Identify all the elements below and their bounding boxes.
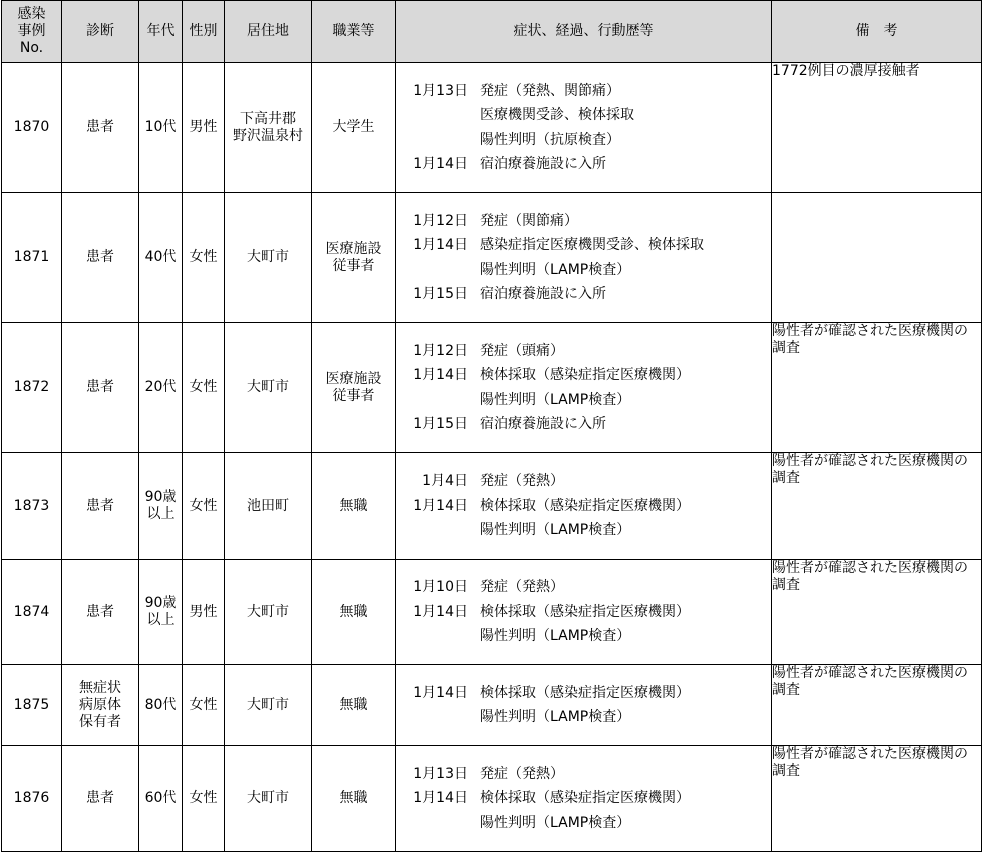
case-number: 1876 [2,746,62,852]
occupation-cell-line: 無職 [339,790,368,806]
occupation-cell [312,323,396,453]
course-entry [396,494,771,543]
age-cell-line: 80代 [144,696,177,713]
event-descriptions [480,469,564,494]
event-date: 1月14日 [413,237,468,253]
course-cell [396,453,772,560]
header-age: 年代 [139,1,183,63]
diagnosis-cell [62,63,139,193]
diagnosis-cell-line: 患者 [86,603,114,620]
header-course: 症状、経過、行動歴等 [396,1,772,63]
sex-cell: 女性 [183,323,225,453]
case-number: 1874 [2,560,62,665]
diagnosis-cell [62,665,139,746]
course-entry [396,575,771,600]
diagnosis-cell-line: 患者 [86,249,114,265]
residence-cell-line: 池田町 [247,497,289,514]
header-residence: 居住地 [225,1,312,63]
course-entry [396,469,771,494]
table-row [2,453,982,560]
header-case-no-line1: 感染 [17,6,46,22]
residence-cell [225,453,312,560]
event-descriptions [480,762,564,787]
event-descriptions [480,363,690,412]
event-description: 発症（頭痛） [480,342,564,359]
event-date: 1月4日 [422,473,468,490]
event-description: 感染症指定医療機関受診、検体採取 [480,237,704,253]
case-number: 1875 [2,665,62,746]
case-table [1,0,982,852]
header-case-no-line3: No. [19,40,44,56]
remarks-cell: 1772例目の濃厚接触者 [772,63,982,193]
event-description: 発症（発熱） [480,765,564,782]
table-row [2,63,982,193]
diagnosis-cell [62,746,139,852]
age-cell-line: 40代 [144,249,177,265]
residence-cell-line: 大町市 [247,790,289,806]
event-description: 宿泊療養施設に入所 [480,416,606,432]
sex-cell: 女性 [183,193,225,323]
diagnosis-cell-line: 患者 [86,119,114,135]
occupation-cell-line: 無職 [339,497,368,514]
event-date: 1月15日 [413,286,468,302]
table-row [2,746,982,852]
sex-cell: 女性 [183,746,225,852]
age-cell-line: 20代 [144,379,177,395]
event-description: 陽性判明（LAMP検査） [480,628,631,645]
event-description: 発症（発熱） [480,579,564,596]
residence-cell [225,63,312,193]
header-remarks: 備 考 [772,1,982,63]
event-date: 1月14日 [413,497,468,514]
event-description: 検体採取（感染症指定医療機関） [480,603,690,620]
table-row [2,665,982,746]
diagnosis-cell-line: 患者 [86,790,114,806]
age-cell [139,63,183,193]
event-date: 1月12日 [413,212,468,229]
remarks-cell: 陽性者が確認された医療機関の調査 [772,560,982,665]
course-cell [396,193,772,323]
occupation-cell-line: 無職 [339,603,368,620]
event-date: 1月14日 [413,603,468,620]
event-description: 宿泊療養施設に入所 [480,286,606,302]
residence-cell [225,560,312,665]
diagnosis-cell-line: 患者 [86,379,114,395]
course-entry [396,233,771,282]
remarks-cell: 陽性者が確認された医療機関の調査 [772,746,982,852]
age-cell [139,453,183,560]
occupation-cell [312,63,396,193]
event-descriptions [480,681,690,730]
age-cell-line: 90歳 [144,489,177,505]
course-cell [396,63,772,193]
sex-cell: 男性 [183,63,225,193]
course-entry [396,786,771,835]
table-row [2,560,982,665]
event-date: 1月13日 [413,765,468,782]
header-occupation: 職業等 [312,1,396,63]
course-entry [396,339,771,364]
event-descriptions [480,494,690,543]
remarks-cell: 陽性者が確認された医療機関の調査 [772,323,982,453]
age-cell [139,323,183,453]
occupation-cell-line: 医療施設 [325,240,382,257]
event-descriptions [480,575,564,600]
event-description: 宿泊療養施設に入所 [480,156,606,172]
header-sex: 性別 [183,1,225,63]
event-description: 検体採取（感染症指定医療機関） [480,497,690,514]
event-description: 検体採取（感染症指定医療機関） [480,790,690,807]
event-description: 陽性判明（LAMP検査） [480,391,631,408]
age-cell [139,560,183,665]
residence-cell-line: 野沢温泉村 [233,127,303,144]
event-descriptions [480,600,690,649]
event-descriptions [480,233,704,282]
case-number: 1871 [2,193,62,323]
event-description: 医療機関受診、検体採取 [480,107,634,123]
course-cell [396,746,772,852]
age-cell [139,193,183,323]
event-descriptions [480,79,634,153]
sex-cell: 女性 [183,453,225,560]
case-number: 1873 [2,453,62,560]
residence-cell-line: 下高井郡 [240,110,296,127]
event-date: 1月14日 [413,684,468,701]
sex-cell: 男性 [183,560,225,665]
diagnosis-cell [62,193,139,323]
course-entry [396,282,771,307]
diagnosis-cell [62,560,139,665]
event-description: 発症（発熱） [480,473,564,490]
remarks-cell: 陽性者が確認された医療機関の調査 [772,665,982,746]
course-cell [396,665,772,746]
residence-cell-line: 大町市 [247,603,289,620]
course-entry [396,412,771,437]
event-descriptions [480,152,606,177]
course-entry [396,209,771,234]
course-entry [396,363,771,412]
event-descriptions [480,412,606,437]
header-diagnosis: 診断 [62,1,139,63]
occupation-cell-line: 従事者 [332,387,375,404]
course-entry [396,681,771,730]
age-cell-line: 60代 [144,790,177,806]
residence-cell [225,746,312,852]
diagnosis-cell-line: 病原体 [79,696,121,713]
event-descriptions [480,282,606,307]
sex-cell: 女性 [183,665,225,746]
course-entry [396,762,771,787]
event-date: 1月10日 [413,579,468,596]
course-cell [396,323,772,453]
table-row [2,193,982,323]
case-number: 1872 [2,323,62,453]
occupation-cell [312,560,396,665]
occupation-cell-line: 従事者 [332,257,375,274]
residence-cell [225,323,312,453]
occupation-cell [312,665,396,746]
residence-cell [225,193,312,323]
age-cell [139,746,183,852]
event-descriptions [480,209,578,234]
event-date: 1月15日 [413,416,468,432]
diagnosis-cell-line: 患者 [86,497,114,514]
header-case-no [2,1,62,63]
event-date: 1月13日 [413,82,468,99]
occupation-cell [312,746,396,852]
age-cell-line: 以上 [146,506,175,522]
event-description: 陽性判明（抗原検査） [480,131,620,148]
case-number: 1870 [2,63,62,193]
event-descriptions [480,786,690,835]
event-description: 発症（関節痛） [480,212,578,229]
residence-cell [225,665,312,746]
event-description: 検体採取（感染症指定医療機関） [480,367,690,383]
event-description: 陽性判明（LAMP検査） [480,261,631,278]
occupation-cell [312,453,396,560]
header-row [2,1,982,63]
event-description: 陽性判明（LAMP検査） [480,522,631,539]
age-cell [139,665,183,746]
age-cell-line: 10代 [144,119,177,135]
case-table-body [2,63,982,852]
event-date: 1月14日 [413,790,468,807]
occupation-cell-line: 無職 [339,696,368,713]
remarks-cell [772,193,982,323]
header-case-no-line2: 事例 [17,23,46,39]
residence-cell-line: 大町市 [247,249,289,265]
event-date: 1月14日 [413,156,468,172]
diagnosis-cell [62,453,139,560]
age-cell-line: 以上 [146,612,175,628]
course-entry [396,79,771,153]
table-row [2,323,982,453]
event-date: 1月12日 [413,342,468,359]
remarks-cell: 陽性者が確認された医療機関の調査 [772,453,982,560]
occupation-cell [312,193,396,323]
course-entry [396,152,771,177]
residence-cell-line: 大町市 [247,379,289,395]
course-cell [396,560,772,665]
occupation-cell-line: 医療施設 [325,370,382,387]
age-cell-line: 90歳 [144,595,177,611]
event-date: 1月14日 [413,367,468,383]
residence-cell-line: 大町市 [247,696,289,713]
event-description: 検体採取（感染症指定医療機関） [480,684,690,701]
event-description: 発症（発熱、関節痛） [480,82,620,99]
course-entry [396,600,771,649]
diagnosis-cell-line: 保有者 [79,713,121,730]
occupation-cell-line: 大学生 [332,119,375,135]
diagnosis-cell [62,323,139,453]
event-description: 陽性判明（LAMP検査） [480,709,631,725]
event-description: 陽性判明（LAMP検査） [480,814,631,831]
event-descriptions [480,339,564,364]
diagnosis-cell-line: 無症状 [79,679,121,696]
